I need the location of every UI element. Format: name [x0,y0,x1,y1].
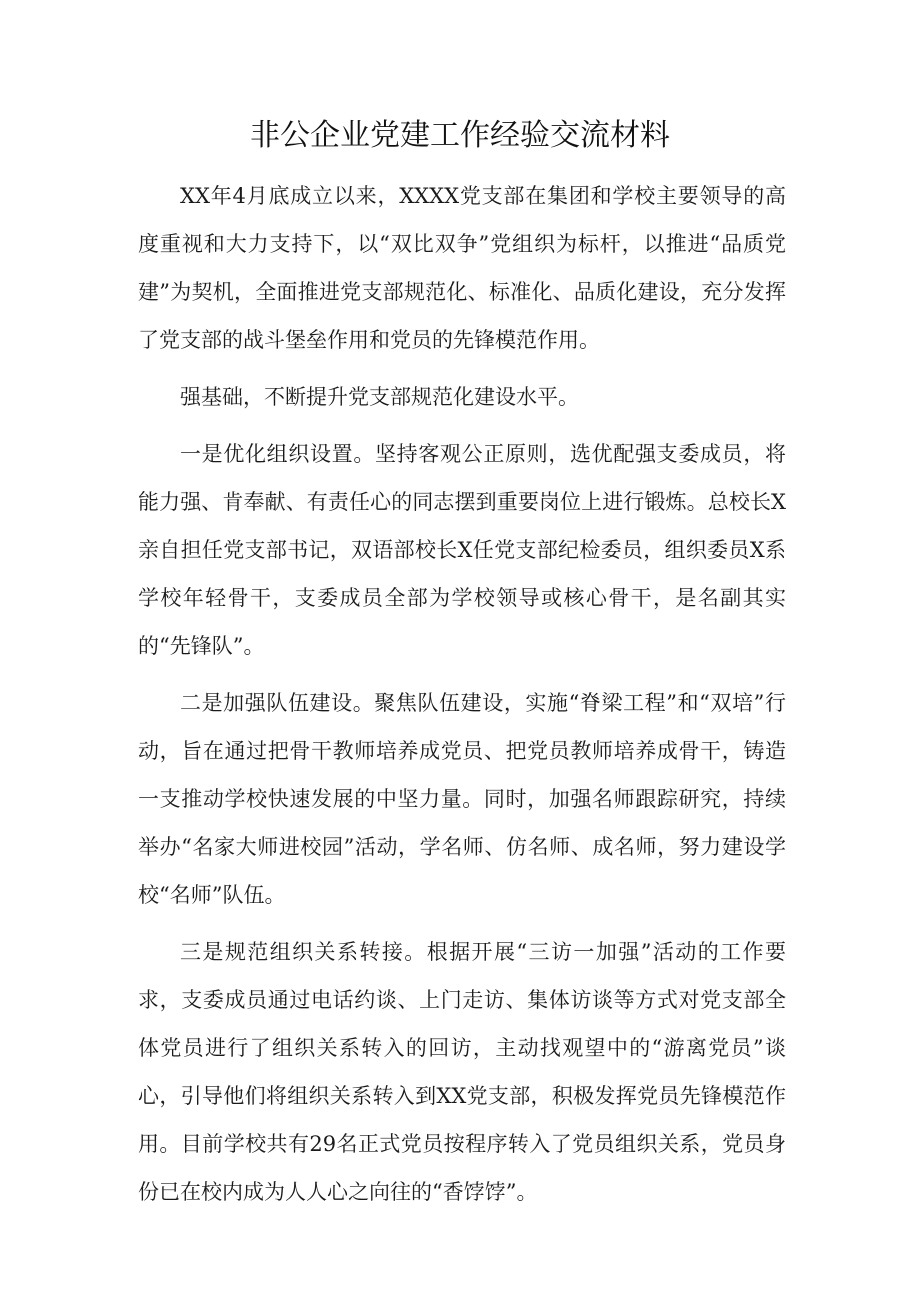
paragraph-point-one: 一是优化组织设置。坚持客观公正原则，选优配强支委成员，将能力强、肯奉献、有责任心的同志摆到重要岗位上进行锻炼。总校长X亲自担任党支部书记，双语部校长X任党支部纪检委员，组织委员X系学校年轻骨干，支委成员全部为学校领导或核心骨干，是名副其实的“先锋队”。 [138,442,786,658]
paragraph-section-heading: 强基础，不断提升党支部规范化建设水平。 [180,385,579,409]
paragraph-point-two: 二是加强队伍建设。聚焦队伍建设，实施“脊梁工程”和“双培”行动，旨在通过把骨干教师培养成党员、把党员教师培养成骨干，铸造一支推动学校快速发展的中坚力量。同时，加强名师跟踪研究，持续举办“名家大师进校园”活动，学名师、仿名师、成名师，努力建设学校“名师”队伍。 [138,691,786,907]
paragraph-intro: XX年4月底成立以来，XXXX党支部在集团和学校主要领导的高度重视和大力支持下，以“双比双争”党组织为标杆，以推进“品质党建”为契机，全面推进党支部规范化、标准化、品质化建设，充分发挥了党支部的战斗堡垒作用和党员的先锋模范作用。 [138,184,786,352]
document-body [138,172,786,1225]
document-title: 非公企业党建工作经验交流材料 [250,118,670,153]
paragraph-point-three: 三是规范组织关系转接。根据开展“三访一加强”活动的工作要求，支委成员通过电话约谈、上门走访、集体访谈等方式对党支部全体党员进行了组织关系转入的回访，主动找观望中的“游离党员”谈心，引导他们将组织关系转入到XX党支部，积极发挥党员先锋模范作用。目前学校共有29名正式党员按程序转入了党员组织关系，党员身份已在校内成为人人心之向往的“香饽饽”。 [138,940,786,1204]
